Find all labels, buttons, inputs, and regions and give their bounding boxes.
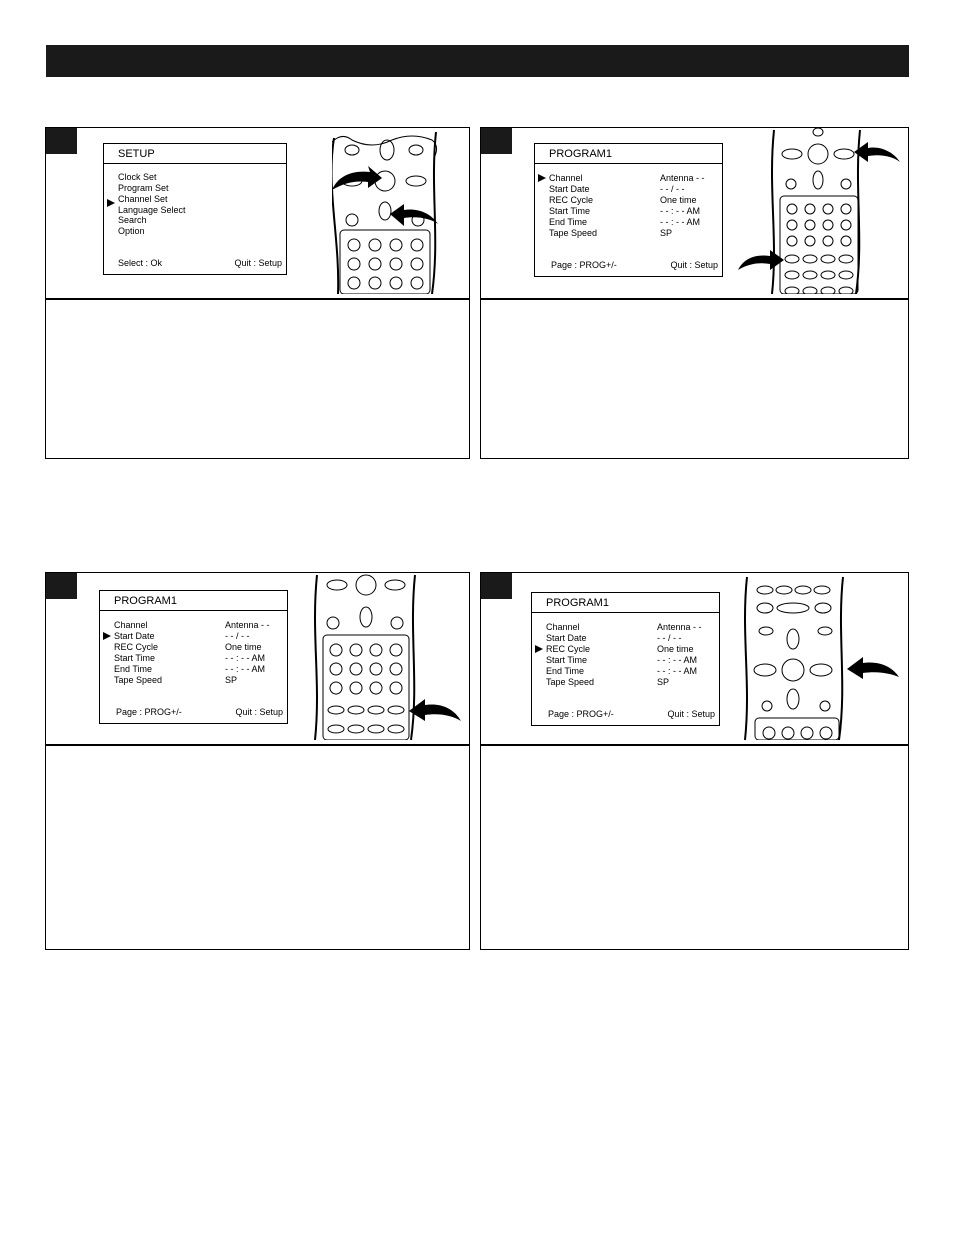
field-label: Channel (546, 622, 580, 632)
header-bar (46, 45, 909, 77)
field-label: End Time (546, 666, 585, 676)
field-label: Start Time (549, 206, 591, 216)
field-label: Channel (549, 173, 583, 183)
step-number-box (481, 573, 512, 599)
field-label: End Time (549, 217, 588, 227)
selection-cursor-icon (103, 632, 111, 640)
step-panel-1 (45, 127, 470, 459)
menu-footer-left: Page : PROG+/- (116, 707, 182, 717)
field-value: Antenna - - (660, 173, 705, 183)
program-menu-screen (99, 590, 288, 724)
menu-title: PROGRAM1 (100, 591, 287, 611)
field-label: Start Date (546, 633, 587, 643)
field-label: Tape Speed (114, 675, 163, 685)
field-label: REC Cycle (546, 644, 591, 654)
remote-control-illustration (736, 128, 908, 294)
menu-footer-left: Select : Ok (118, 258, 163, 268)
menu-footer-right: Quit : Setup (670, 260, 718, 270)
field-value: SP (660, 228, 673, 238)
menu-item: Option (118, 226, 145, 236)
step-panel-top (46, 128, 469, 300)
menu-title: PROGRAM1 (532, 593, 719, 613)
field-label: Channel (114, 620, 148, 630)
field-value: Antenna - - (225, 620, 270, 630)
field-label: Tape Speed (549, 228, 598, 238)
selection-cursor-icon (538, 174, 546, 182)
field-value: One time (657, 644, 694, 654)
menu-footer-left: Page : PROG+/- (548, 709, 614, 719)
step-number-box (46, 128, 77, 154)
field-value: - - : - - AM (225, 653, 265, 663)
field-label: End Time (114, 664, 153, 674)
step-number-box (46, 573, 77, 599)
field-label: Tape Speed (546, 677, 595, 687)
menu-footer-right: Quit : Setup (235, 707, 283, 717)
step-panel-2 (480, 127, 909, 459)
menu-item: Search (118, 215, 147, 225)
menu-footer-left: Page : PROG+/- (551, 260, 617, 270)
field-value: - - / - - (660, 184, 685, 194)
remote-control-illustration (332, 128, 470, 294)
selection-cursor-icon (535, 645, 543, 653)
field-value: - - : - - AM (660, 206, 700, 216)
field-label: Start Date (114, 631, 155, 641)
field-value: - - / - - (657, 633, 682, 643)
remote-control-illustration (311, 573, 469, 740)
menu-title: SETUP (104, 144, 286, 164)
menu-item: Language Select (118, 205, 186, 215)
field-value: One time (660, 195, 697, 205)
step-panel-top (481, 573, 908, 746)
step-panel-top (481, 128, 908, 300)
field-label: Start Time (114, 653, 156, 663)
remote-control-illustration (743, 573, 907, 740)
program-menu-screen (531, 592, 720, 726)
menu-footer-right: Quit : Setup (234, 258, 282, 268)
field-value: Antenna - - (657, 622, 702, 632)
setup-menu-screen (103, 143, 287, 275)
field-value: - - : - - AM (657, 666, 697, 676)
field-label: Start Time (546, 655, 588, 665)
field-value: - - : - - AM (660, 217, 700, 227)
step-panel-3 (45, 572, 470, 950)
menu-item: Clock Set (118, 172, 157, 182)
field-label: Start Date (549, 184, 590, 194)
step-panel-4 (480, 572, 909, 950)
field-label: REC Cycle (549, 195, 594, 205)
field-value: - - : - - AM (225, 664, 265, 674)
field-value: SP (657, 677, 670, 687)
field-value: - - / - - (225, 631, 250, 641)
selection-cursor-icon (107, 199, 115, 207)
menu-item: Program Set (118, 183, 169, 193)
step-panel-top (46, 573, 469, 746)
menu-footer-right: Quit : Setup (667, 709, 715, 719)
field-value: - - : - - AM (657, 655, 697, 665)
step-number-box (481, 128, 512, 154)
menu-item: Channel Set (118, 194, 168, 204)
menu-title: PROGRAM1 (535, 144, 722, 164)
field-value: One time (225, 642, 262, 652)
program-menu-screen (534, 143, 723, 277)
field-value: SP (225, 675, 238, 685)
field-label: REC Cycle (114, 642, 159, 652)
